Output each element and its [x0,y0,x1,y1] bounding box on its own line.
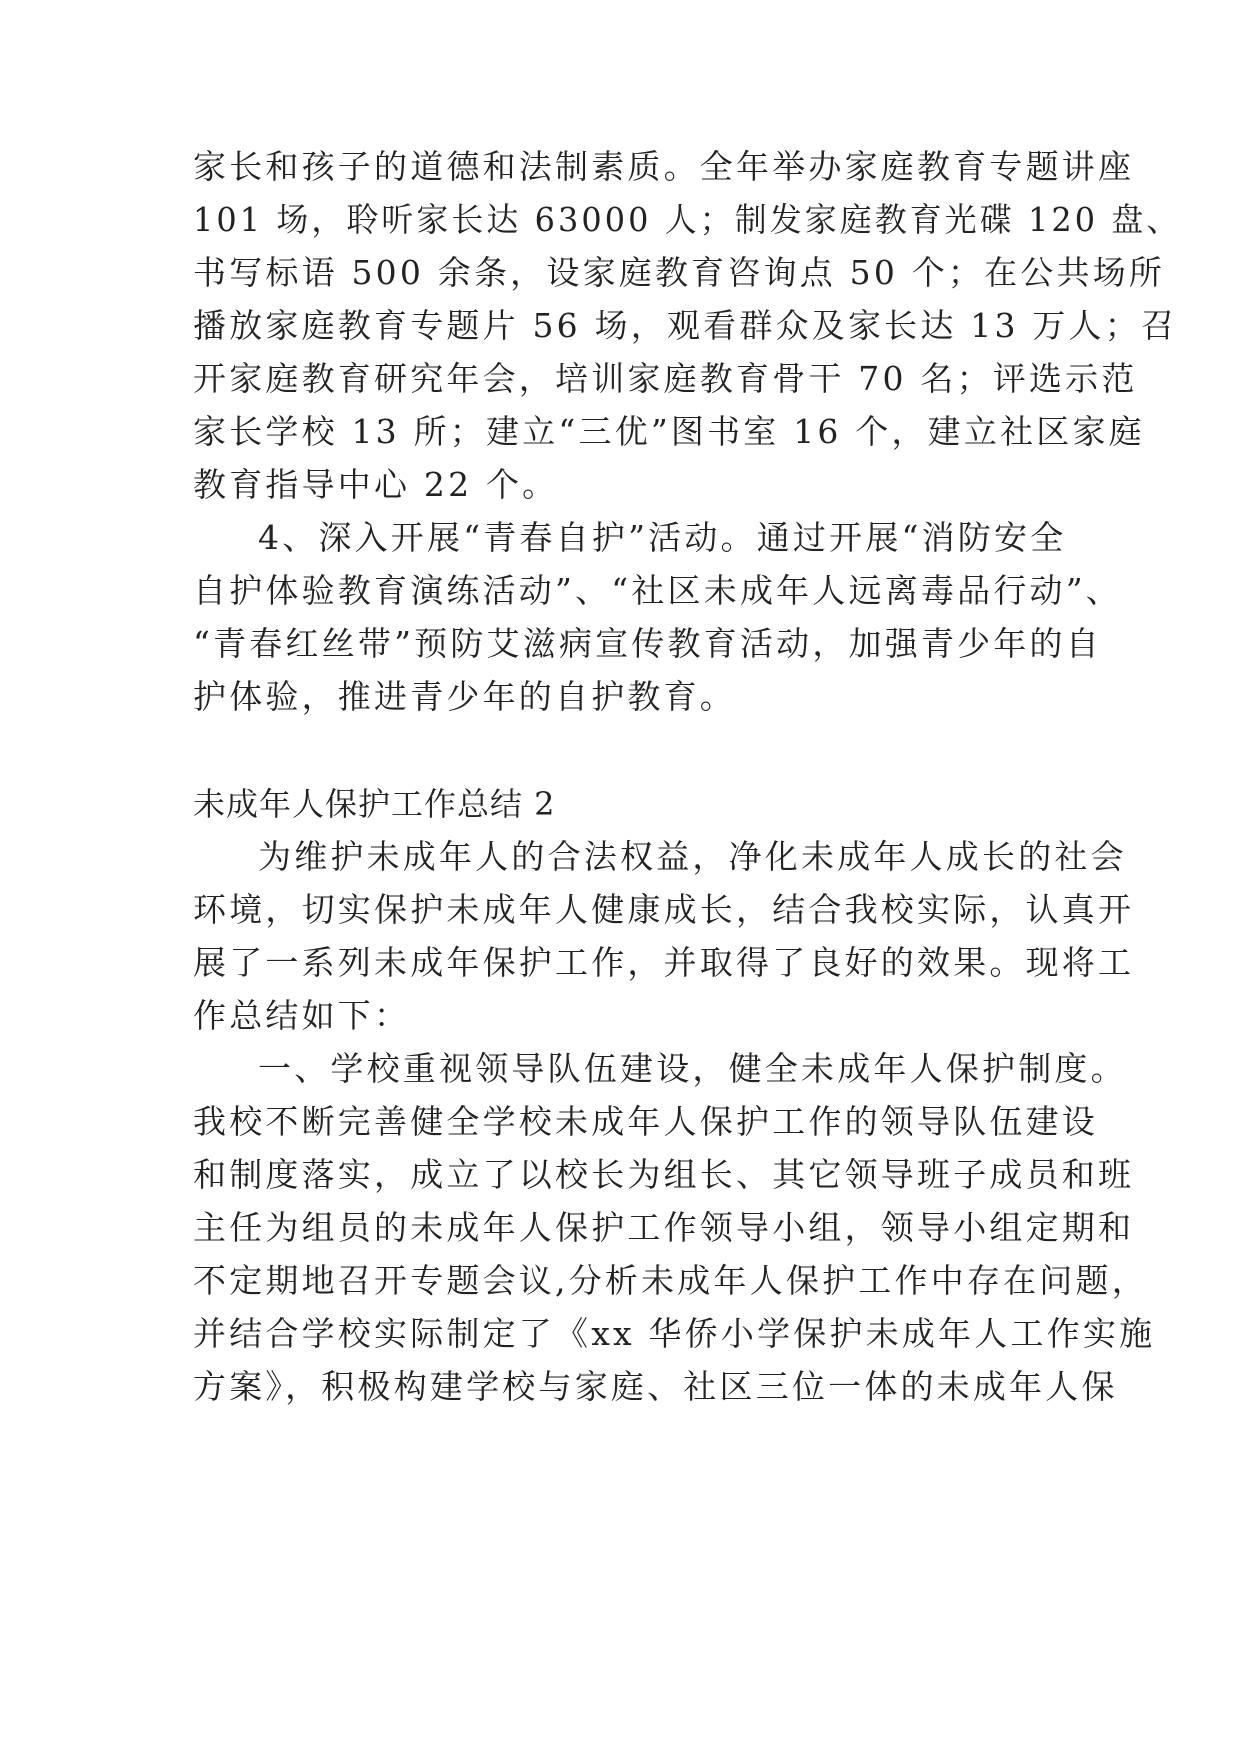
paragraph-line: 并结合学校实际制定了《xx 华侨小学保护未成年人工作实施 [193,1314,1156,1353]
paragraph-line: 家长和孩子的道德和法制素质。全年举办家庭教育专题讲座 [193,147,1135,186]
paragraph-line: 4、深入开展“青春自护”活动。通过开展“消防安全 [258,518,1067,557]
paragraph-line: 主任为组员的未成年人保护工作领导小组，领导小组定期和 [193,1208,1135,1247]
paragraph-line: 环境，切实保护未成年人健康成长，结合我校实际，认真开 [193,890,1135,929]
paragraph-line: 自护体验教育演练活动”、“社区未成年人远离毒品行动”、 [193,571,1123,610]
paragraph-line: 一、学校重视领导队伍建设，健全未成年人保护制度。 [258,1049,1127,1088]
paragraph-line: 不定期地召开专题会议,分析未成年人保护工作中存在问题， [193,1261,1148,1300]
paragraph-line: 作总结如下： [193,996,411,1035]
paragraph-line: 101 场，聆听家长达 63000 人；制发家庭教育光碟 120 盘、 [193,200,1182,239]
paragraph-line: 为维护未成年人的合法权益，净化未成年人成长的社会 [258,837,1127,876]
section-heading: 未成年人保护工作总结 2 [193,785,556,823]
paragraph-line: 护体验，推进青少年的自护教育。 [193,677,736,716]
paragraph-line: 开家庭教育研究年会，培训家庭教育骨干 70 名；评选示范 [193,359,1138,398]
paragraph-line: “青春红丝带”预防艾滋病宣传教育活动，加强青少年的自 [193,624,1102,663]
paragraph-line: 家长学校 13 所；建立“三优”图书室 16 个，建立社区家庭 [193,412,1145,451]
paragraph-line: 书写标语 500 余条，设家庭教育咨询点 50 个；在公共场所 [193,253,1166,292]
paragraph-line: 教育指导中心 22 个。 [193,465,559,504]
paragraph-line: 我校不断完善健全学校未成年人保护工作的领导队伍建设 [193,1102,1098,1141]
paragraph-line: 展了一系列未成年保护工作，并取得了良好的效果。现将工 [193,943,1135,982]
paragraph-line: 播放家庭教育专题片 56 场，观看群众及家长达 13 万人；召 [193,306,1178,345]
paragraph-line: 和制度落实，成立了以校长为组长、其它领导班子成员和班 [193,1155,1135,1194]
paragraph-line: 方案》，积极构建学校与家庭、社区三位一体的未成年人保 [193,1367,1118,1406]
